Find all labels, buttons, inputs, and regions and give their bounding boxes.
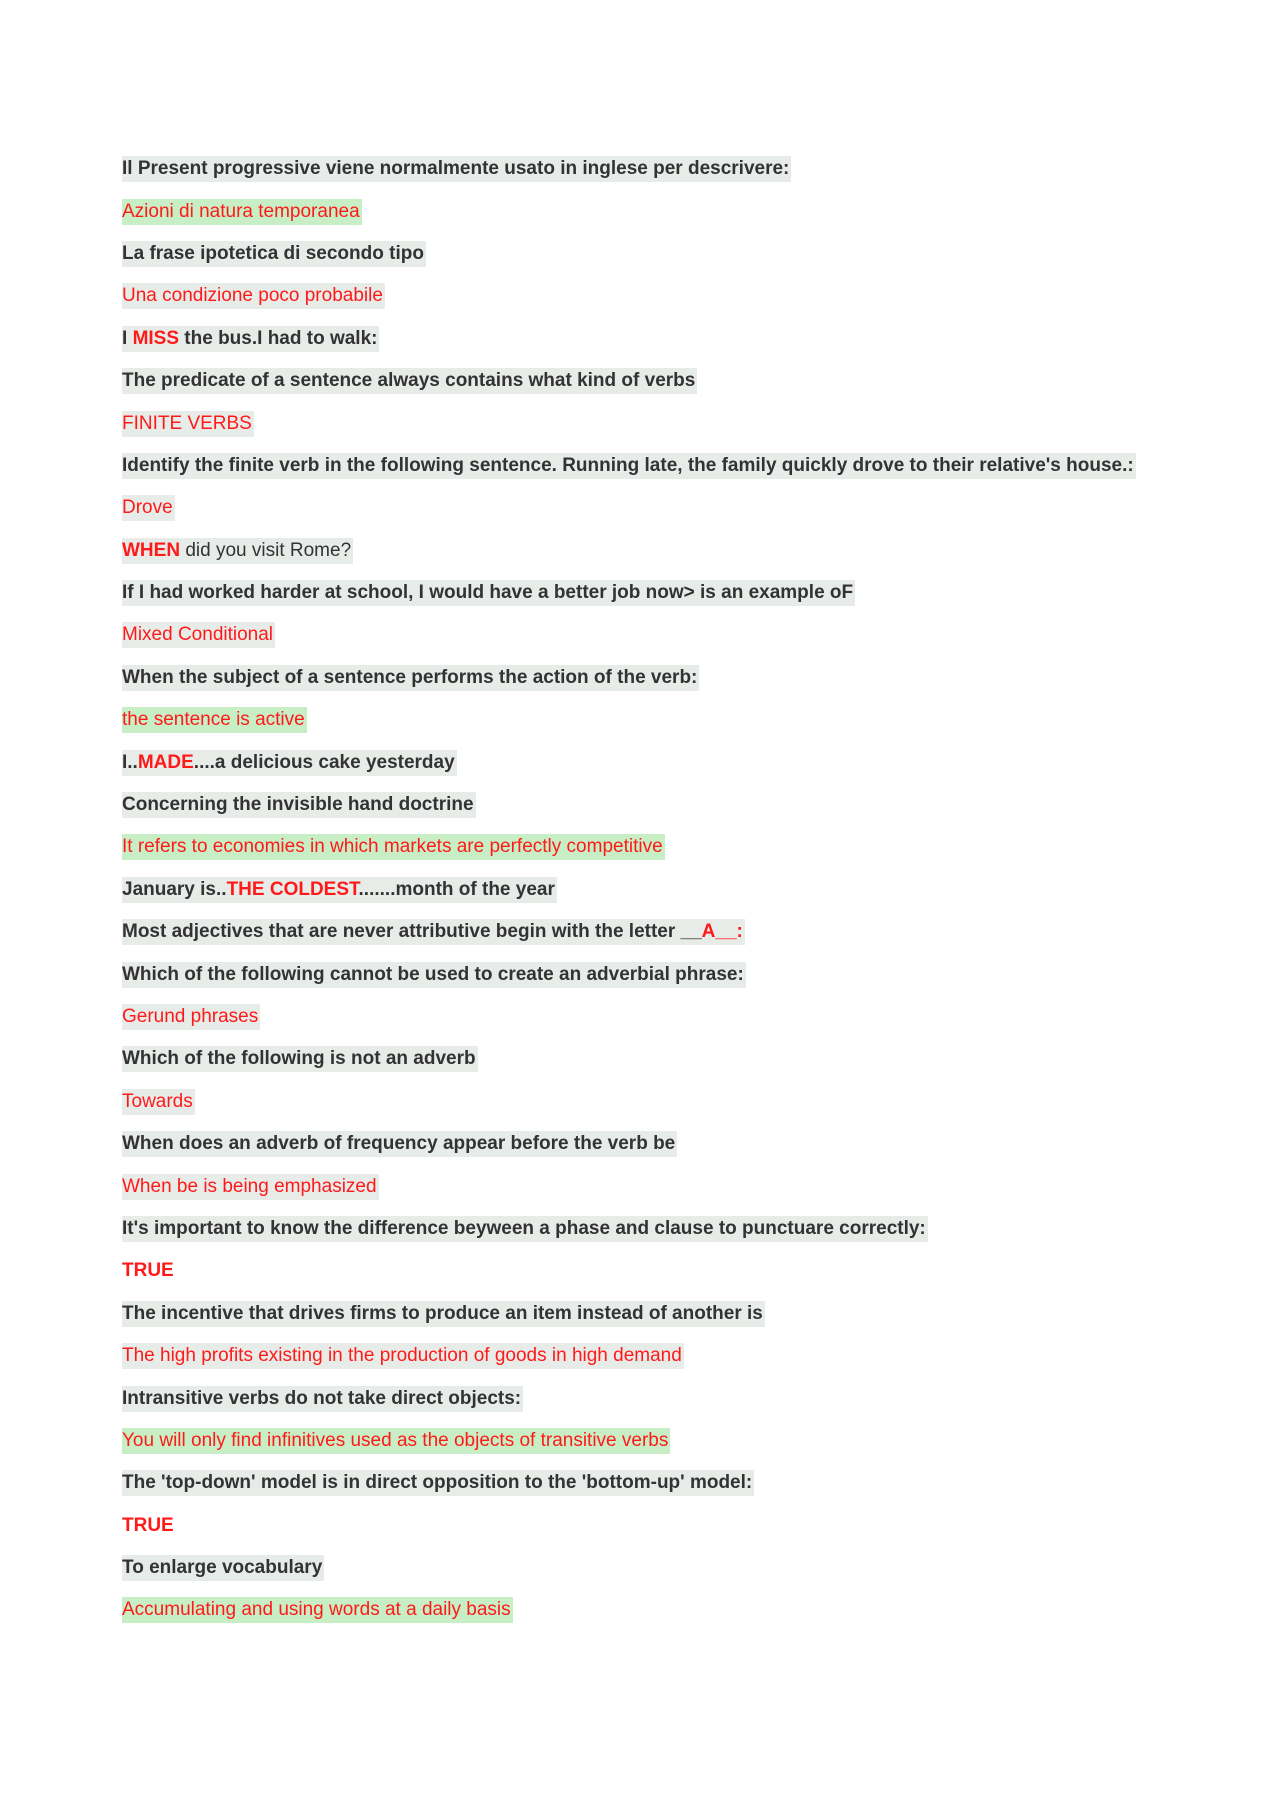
question-line: [122, 1123, 1242, 1165]
filled-answer: THE COLDEST: [226, 878, 359, 900]
question-line: [122, 1038, 1242, 1080]
answer-line: [122, 1589, 1242, 1631]
sentence-prefix: I..: [122, 751, 138, 773]
question-text: The 'top-down' model is in direct opposition to the 'bottom-up' model:: [122, 1470, 754, 1496]
question-line: [122, 572, 1242, 614]
answer-line: [122, 826, 1242, 868]
question-line: [122, 360, 1242, 402]
answer-line: [122, 614, 1242, 656]
question-text: The predicate of a sentence always contains what kind of verbs: [122, 368, 697, 394]
question-text: Concerning the invisible hand doctrine: [122, 792, 476, 818]
answer-line: [122, 190, 1242, 232]
fill-in-sentence: [122, 919, 745, 945]
answer-text: FINITE VERBS: [122, 411, 254, 437]
answer-line: [122, 699, 1242, 741]
sentence-prefix: Most adjectives that are never attributive begin with the letter __: [122, 921, 702, 943]
answer-text: You will only find infinitives used as the objects of transitive verbs: [122, 1428, 670, 1454]
sentence-suffix: .......month of the year: [358, 878, 555, 900]
question-line: [122, 1377, 1242, 1419]
question-text: Identify the finite verb in the following sentence. Running late, the family quickly drove to their relative's house.:: [122, 453, 1136, 479]
filled-answer: MADE: [137, 751, 194, 773]
answer-text: Drove: [122, 495, 175, 521]
question-line: [122, 233, 1242, 275]
question-text: Which of the following is not an adverb: [122, 1046, 478, 1072]
answer-text: TRUE: [122, 1260, 174, 1282]
filled-answer: A__:: [701, 921, 743, 943]
fill-in-line: [122, 741, 1242, 783]
answer-line: [122, 1335, 1242, 1377]
answer-text: When be is being emphasized: [122, 1174, 379, 1200]
answer-line: [122, 487, 1242, 529]
answer-text: Gerund phrases: [122, 1004, 260, 1030]
question-text: If I had worked harder at school, I would have a better job now> is an example oF: [122, 580, 855, 606]
answer-text: TRUE: [122, 1514, 174, 1536]
question-text: When does an adverb of frequency appear before the verb be: [122, 1131, 677, 1157]
fill-in-line: [122, 530, 1242, 572]
question-text: Intransitive verbs do not take direct objects:: [122, 1386, 523, 1412]
answer-text: Una condizione poco probabile: [122, 283, 385, 309]
question-line: [122, 1547, 1242, 1589]
answer-line: [122, 1505, 1242, 1547]
question-line: [122, 1208, 1242, 1250]
answer-text: Azioni di natura temporanea: [122, 199, 362, 225]
answer-text: Mixed Conditional: [122, 622, 275, 648]
question-text: La frase ipotetica di secondo tipo: [122, 241, 426, 267]
question-text: Which of the following cannot be used to create an adverbial phrase:: [122, 962, 746, 988]
answer-text: Accumulating and using words at a daily basis: [122, 1597, 513, 1623]
answer-line: [122, 1420, 1242, 1462]
answer-line: [122, 1165, 1242, 1207]
question-line: [122, 953, 1242, 995]
sentence-suffix: did you visit Rome?: [180, 539, 352, 561]
fill-in-sentence: [122, 877, 557, 903]
quiz-lines: [122, 148, 1242, 1632]
sentence-suffix: ....a delicious cake yesterday: [193, 751, 455, 773]
sentence-prefix: I: [122, 327, 133, 349]
answer-line: [122, 996, 1242, 1038]
question-text: The incentive that drives firms to produce an item instead of another is: [122, 1301, 765, 1327]
fill-in-sentence: [122, 750, 457, 776]
question-line: [122, 657, 1242, 699]
fill-in-sentence: [122, 538, 353, 564]
fill-in-line: [122, 911, 1242, 953]
question-line: [122, 1293, 1242, 1335]
question-text: To enlarge vocabulary: [122, 1555, 324, 1581]
question-line: [122, 1462, 1242, 1504]
fill-in-line: [122, 869, 1242, 911]
question-line: [122, 445, 1242, 487]
answer-line: [122, 402, 1242, 444]
filled-answer: WHEN: [122, 539, 181, 561]
sentence-suffix: the bus.I had to walk:: [179, 327, 378, 349]
fill-in-sentence: [122, 326, 379, 352]
answer-line: [122, 1081, 1242, 1123]
answer-text: The high profits existing in the production of goods in high demand: [122, 1343, 684, 1369]
answer-text: Towards: [122, 1089, 195, 1115]
answer-text: the sentence is active: [122, 707, 307, 733]
question-text: Il Present progressive viene normalmente usato in inglese per descrivere:: [122, 156, 791, 182]
sentence-prefix: January is..: [122, 878, 227, 900]
question-text: When the subject of a sentence performs the action of the verb:: [122, 665, 699, 691]
answer-text: It refers to economies in which markets are perfectly competitive: [122, 834, 665, 860]
question-line: [122, 784, 1242, 826]
fill-in-line: [122, 318, 1242, 360]
question-line: [122, 148, 1242, 190]
question-text: It's important to know the difference beyween a phase and clause to punctuare correctly:: [122, 1216, 928, 1242]
filled-answer: MISS: [132, 327, 180, 349]
answer-line: [122, 275, 1242, 317]
answer-line: [122, 1250, 1242, 1292]
